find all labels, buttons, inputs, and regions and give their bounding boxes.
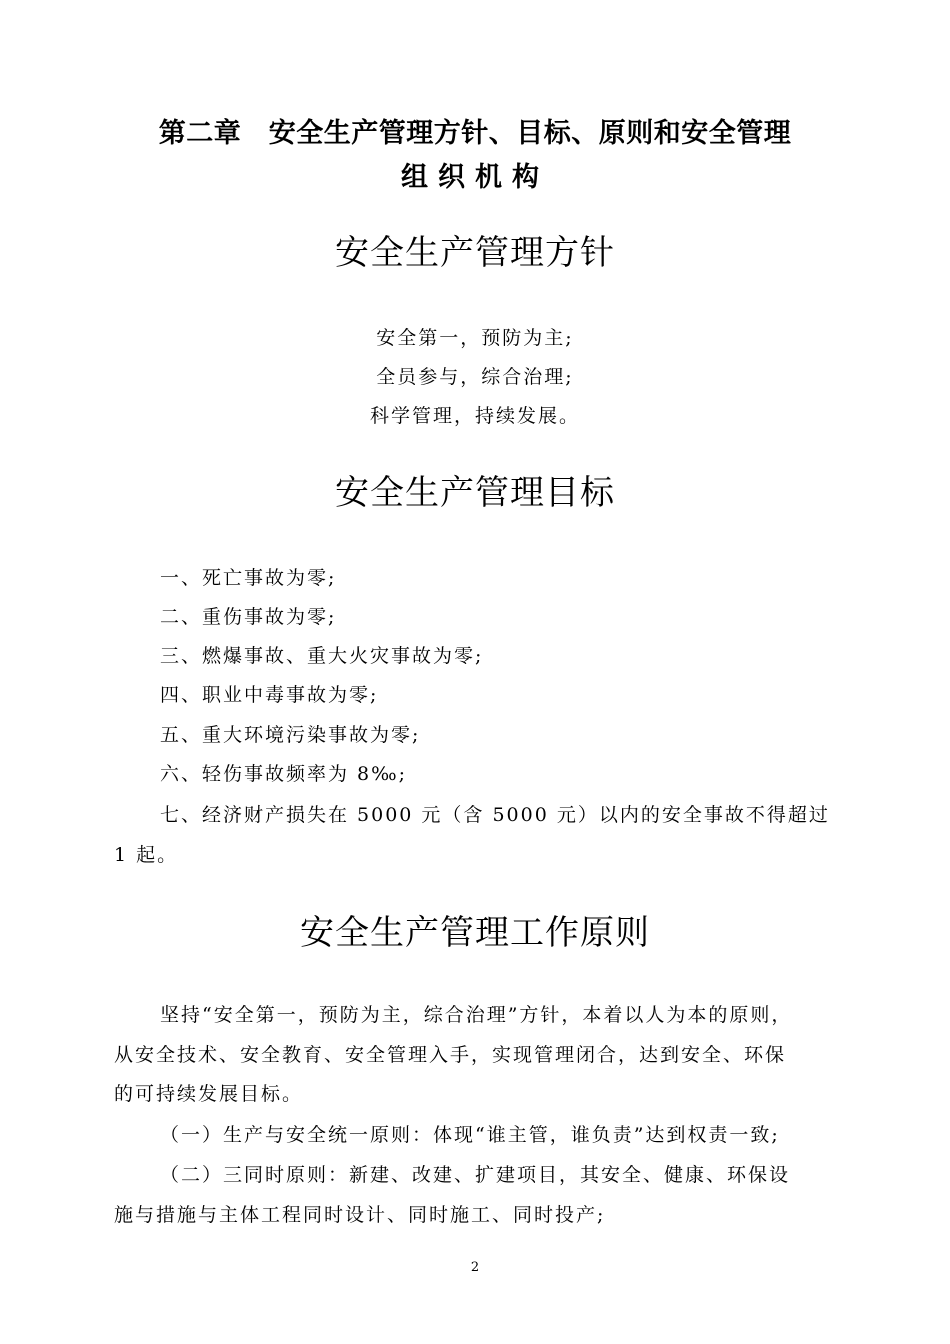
principle-item-2-line-1: （二）三同时原则：新建、改建、扩建项目，其安全、健康、环保设 (160, 1164, 791, 1186)
goal-item-7-continuation: 1 起。 (114, 844, 179, 866)
chapter-title-line1: 第二章 安全生产管理方针、目标、原则和安全管理 (158, 118, 792, 149)
goal-item-7: 七、经济财产损失在 5000 元（含 5000 元）以内的安全事故不得超过 (160, 804, 830, 826)
principles-intro-line-3: 的可持续发展目标。 (114, 1083, 304, 1105)
goal-item-3: 三、燃爆事故、重大火灾事故为零; (160, 645, 484, 667)
goals-heading: 安全生产管理目标 (335, 473, 615, 513)
policy-line-2: 全员参与，综合治理; (376, 366, 574, 388)
goal-item-4: 四、职业中毒事故为零; (160, 684, 379, 706)
goal-item-2: 二、重伤事故为零; (160, 606, 337, 628)
goal-item-5: 五、重大环境污染事故为零; (160, 724, 421, 746)
page-number: 2 (470, 1260, 480, 1275)
principles-intro-line-2: 从安全技术、安全教育、安全管理入手，实现管理闭合，达到安全、环保 (114, 1044, 787, 1066)
policy-line-1: 安全第一，预防为主; (376, 327, 574, 349)
goal-item-6: 六、轻伤事故频率为 8‰; (160, 763, 408, 785)
chapter-title-line2: 组织机构 (401, 162, 549, 193)
policy-line-3: 科学管理，持续发展。 (369, 405, 580, 427)
principles-intro-line-1: 坚持“安全第一，预防为主，综合治理”方针，本着以人为本的原则， (160, 1004, 793, 1026)
policy-heading: 安全生产管理方针 (335, 233, 615, 273)
principle-item-1: （一）生产与安全统一原则：体现“谁主管，谁负责”达到权责一致; (160, 1124, 780, 1146)
goal-item-1: 一、死亡事故为零; (160, 567, 337, 589)
principles-heading: 安全生产管理工作原则 (300, 913, 650, 953)
principle-item-2-line-2: 施与措施与主体工程同时设计、同时施工、同时投产; (114, 1204, 606, 1226)
